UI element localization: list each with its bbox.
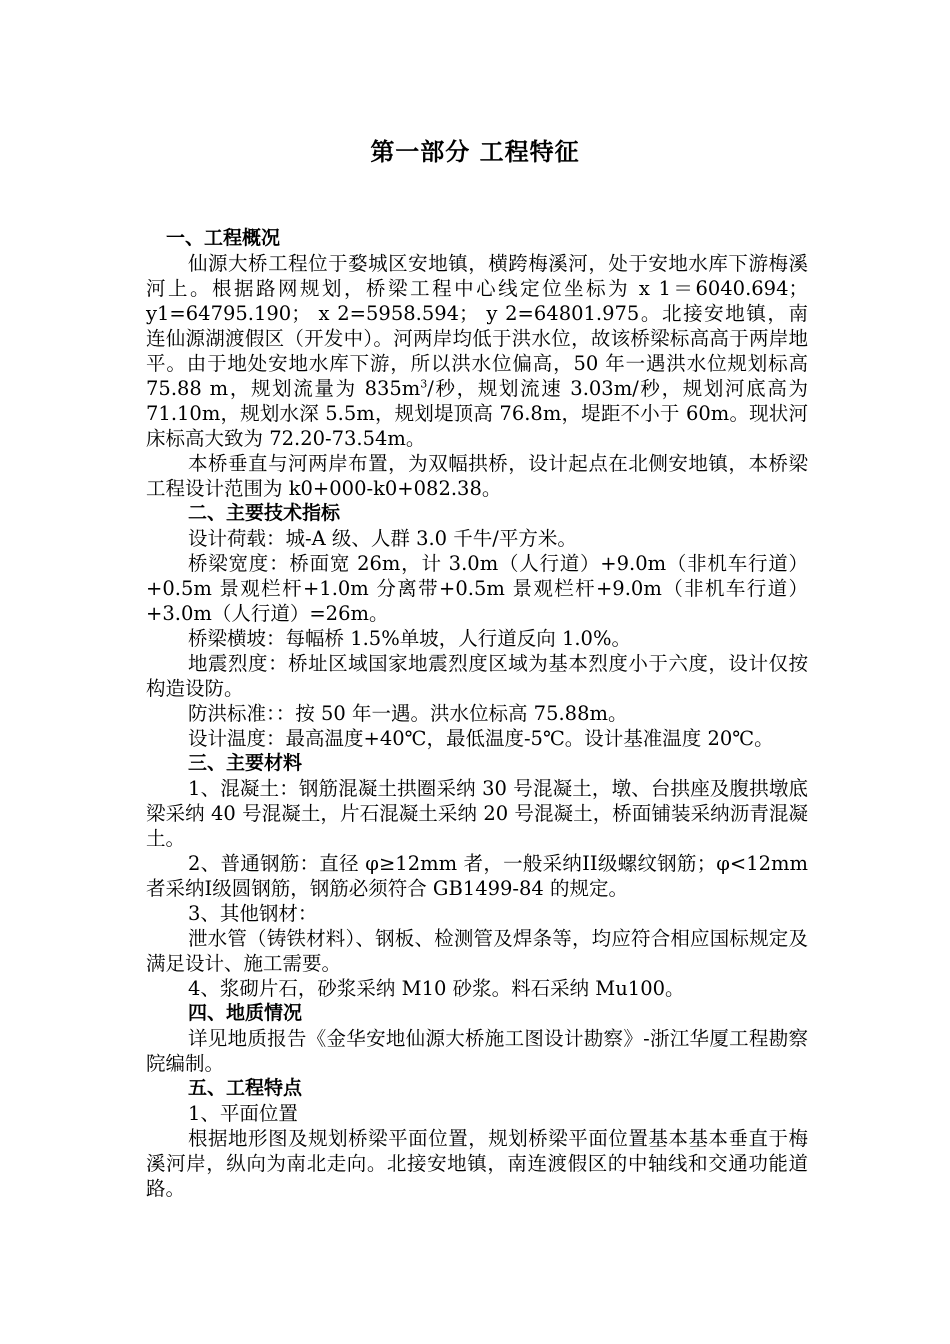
page-title: 第一部分 工程特征 bbox=[370, 138, 580, 166]
paragraph-concrete: 1、混凝土：钢筋混凝土拱圈采纳 30 号混凝土，墩、台拱座及腹拱墩底梁采纳 40 号混凝土，片石混凝土采纳 20 号混凝土，桥面铺装采纳沥青混凝土。 bbox=[146, 777, 808, 850]
paragraph-design-load: 设计荷载：城-A 级、人群 3.0 千牛/平方米。 bbox=[188, 527, 577, 550]
paragraph-geology: 详见地质报告《金华安地仙源大桥施工图设计勘察》-浙江华厦工程勘察院编制。 bbox=[146, 1027, 808, 1075]
paragraph-overview-text: 仙源大桥工程位于婺城区安地镇，横跨梅溪河，处于安地水库下游梅溪河上。根据路网规划，桥梁工程中心线定位坐标为 x 1＝6040.694；y1=64795.190； x 2=5958.594； y 2=64801.975。北接安地镇，南连仙源湖渡假区（开发中）。河两岸均低于洪水位，故该桥梁标高高于两岸地平。由于地处安地水库下游，所以洪水位偏高，50 年一遇洪水位规划标高 75.88 m，规划流量为 835m bbox=[146, 252, 808, 400]
superscript-cubic: 3 bbox=[420, 377, 428, 391]
section-heading-materials: 三、主要材料 bbox=[188, 752, 303, 774]
paragraph-flood: 防洪标准：：按 50 年一遇。洪水位标高 75.88m。 bbox=[188, 702, 628, 725]
section-heading-geology: 四、地质情况 bbox=[188, 1002, 303, 1024]
paragraph-seismic: 地震烈度：桥址区域国家地震烈度区域为基本烈度小于六度，设计仅按构造设防。 bbox=[146, 652, 808, 700]
section-heading-technical: 二、主要技术指标 bbox=[188, 502, 341, 524]
paragraph-other-steel: 3、其他钢材： bbox=[188, 902, 318, 925]
paragraph-masonry: 4、浆砌片石，砂浆采纳 M10 砂浆。料石采纳 Mu100。 bbox=[188, 977, 685, 1000]
section-heading-overview: 一、工程概况 bbox=[166, 227, 281, 249]
paragraph-overview bbox=[146, 251, 808, 451]
paragraph-plan-position-title: 1、平面位置 bbox=[188, 1102, 298, 1125]
paragraph-plan-position: 根据地形图及规划桥梁平面位置，规划桥梁平面位置基本基本垂直于梅溪河岸，纵向为南北走向。北接安地镇，南连渡假区的中轴线和交通功能道路。 bbox=[146, 1127, 808, 1200]
section-heading-features: 五、工程特点 bbox=[188, 1077, 303, 1099]
paragraph-cross-slope: 桥梁横坡：每幅桥 1.5%单坡，人行道反向 1.0%。 bbox=[188, 627, 631, 650]
paragraph-rebar: 2、普通钢筋：直径 φ≥12mm 者，一般采纳II级螺纹钢筋；φ<12mm 者采纳I级圆钢筋，钢筋必须符合 GB1499-84 的规定。 bbox=[146, 852, 808, 900]
paragraph-overview-tail: /秒，规划流速 3.03m/秒，规划河底高为 71.10m，规划水深 5.5m，规划堤顶高 76.8m，堤距不小于 60m。现状河床标高大致为 72.20-73.54m。 bbox=[146, 377, 808, 450]
paragraph-temperature: 设计温度：最高温度+40℃，最低温度-5℃。设计基准温度 20℃。 bbox=[188, 727, 774, 750]
document-body bbox=[146, 226, 808, 1201]
paragraph-layout: 本桥垂直与河两岸布置，为双幅拱桥，设计起点在北侧安地镇，本桥梁工程设计范围为 k0+000-k0+082.38。 bbox=[146, 452, 808, 500]
paragraph-drain-pipes: 泄水管（铸铁材料）、钢板、检测管及焊条等，均应符合相应国标规定及满足设计、施工需要。 bbox=[146, 927, 808, 975]
paragraph-bridge-width: 桥梁宽度：桥面宽 26m，计 3.0m（人行道）+9.0m（非机车行道）+0.5m 景观栏杆+1.0m 分离带+0.5m 景观栏杆+9.0m（非机车行道）+3.0m（人行道）=26m。 bbox=[146, 552, 808, 625]
